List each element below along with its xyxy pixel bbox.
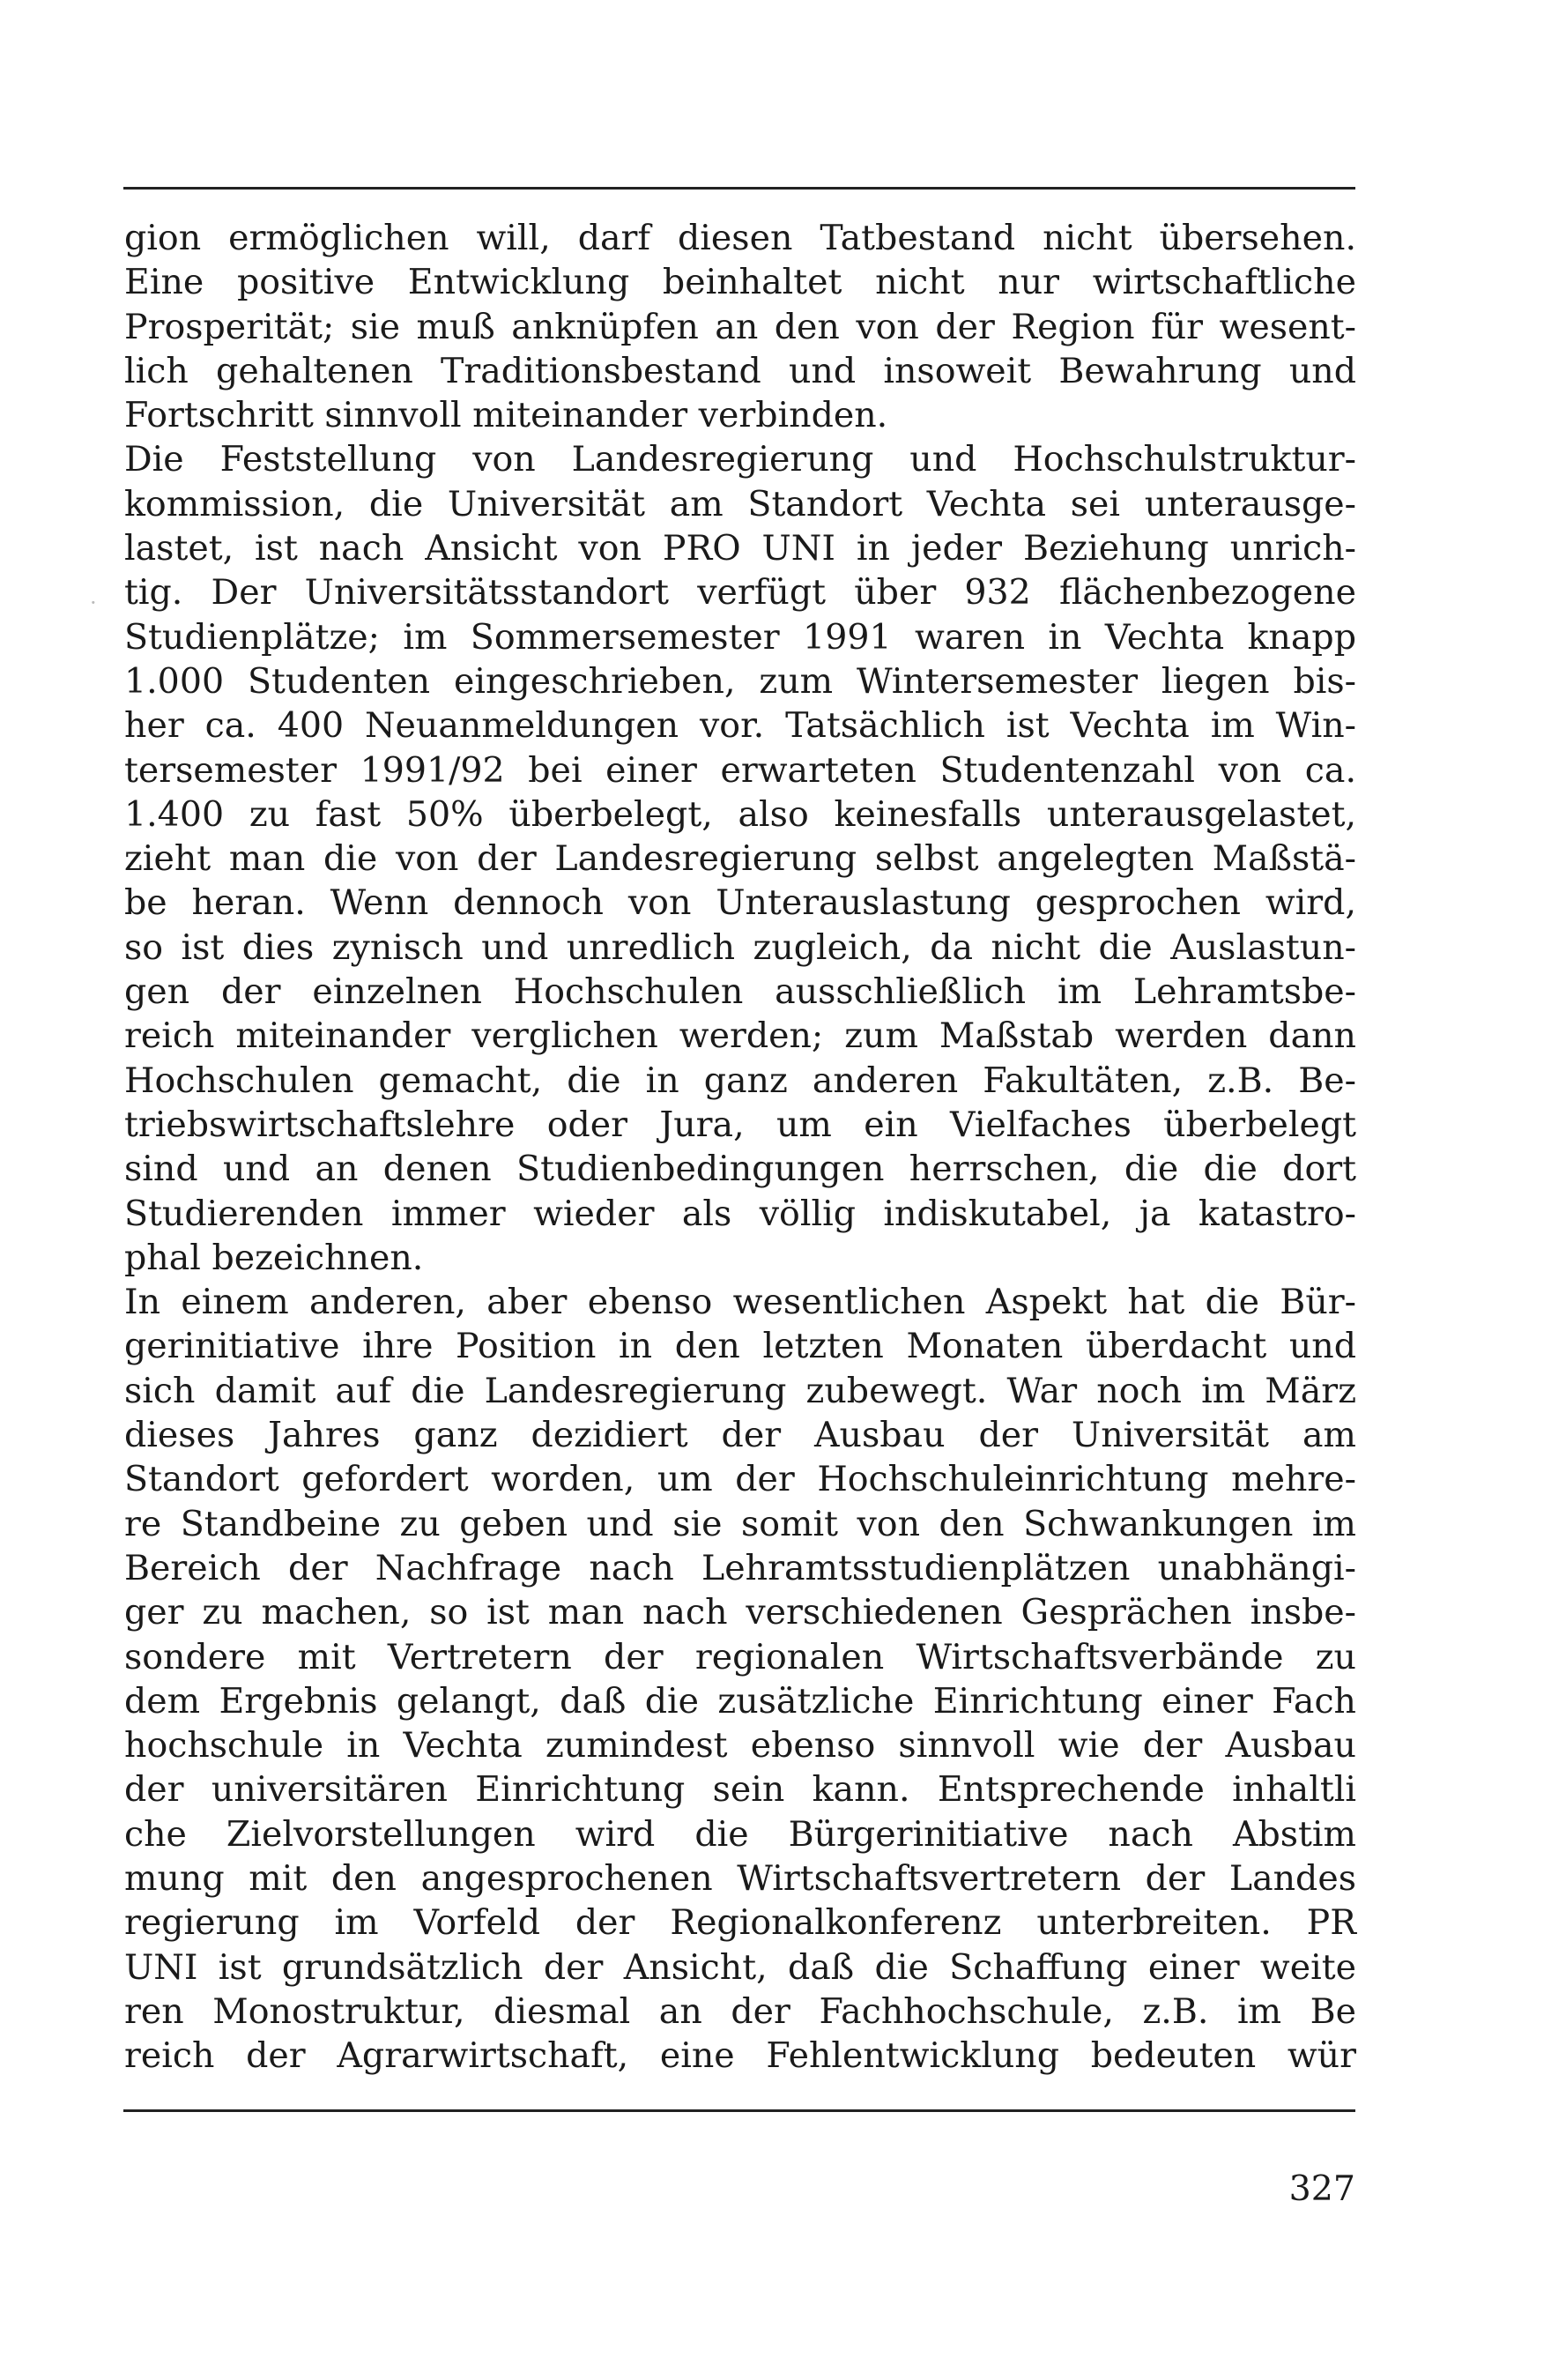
text-line: regierung im Vorfeld der Regionalkonferenz unterbreiten. PR — [124, 1902, 1356, 1944]
text-line: Hochschulen gemacht, die in ganz anderen Fakultäten, z.B. Be- — [124, 1060, 1356, 1101]
text-line: Eine positive Entwicklung beinhaltet nicht nur wirtschaftliche — [124, 262, 1356, 303]
text-line: 1.400 zu fast 50% überbelegt, also keinesfalls unterausgelastet, — [124, 793, 1356, 835]
text-line: Fortschritt sinnvoll miteinander verbinden. — [124, 395, 888, 436]
text-line: ger zu machen, so ist man nach verschiedenen Gesprächen insbe- — [124, 1592, 1356, 1633]
text-line: gen der einzelnen Hochschulen ausschließlich im Lehramtsbe- — [124, 971, 1356, 1013]
text-line: kommission, die Universität am Standort Vechta sei unterausge- — [124, 483, 1356, 524]
bottom-rule — [123, 2109, 1355, 2112]
text-line: der universitären Einrichtung sein kann. Entsprechende inhaltli — [124, 1769, 1356, 1811]
text-line: Studierenden immer wieder als völlig indiskutabel, ja katastro- — [124, 1193, 1356, 1234]
text-line: 1.000 Studenten eingeschrieben, zum Wintersemester liegen bis- — [124, 660, 1356, 702]
text-line: Die Feststellung von Landesregierung und Hochschulstruktur- — [124, 439, 1356, 480]
text-line: zieht man die von der Landesregierung selbst angelegten Maßstä- — [124, 838, 1356, 880]
text-line: re Standbeine zu geben und sie somit von den Schwankungen im — [124, 1503, 1356, 1544]
text-line: lastet, ist nach Ansicht von PRO UNI in jeder Beziehung unrich- — [124, 528, 1356, 569]
text-line: reich der Agrarwirtschaft, eine Fehlentwicklung bedeuten wür — [124, 2035, 1356, 2077]
text-line: UNI ist grundsätzlich der Ansicht, daß die Schaffung einer weite — [124, 1946, 1356, 1988]
text-line: In einem anderen, aber ebenso wesentlichen Aspekt hat die Bür- — [124, 1282, 1356, 1323]
text-line: Studienplätze; im Sommersemester 1991 waren in Vechta knapp — [124, 616, 1356, 658]
text-line: Bereich der Nachfrage nach Lehramtsstudienplätzen unabhängi- — [124, 1547, 1356, 1588]
text-line: triebswirtschaftslehre oder Jura, um ein Vielfaches überbelegt — [124, 1104, 1356, 1145]
text-line: sondere mit Vertretern der regionalen Wirtschaftsverbände zu — [124, 1636, 1356, 1677]
text-line: mung mit den angesprochenen Wirtschaftsvertretern der Landes — [124, 1857, 1356, 1899]
text-line: Prosperität; sie muß anknüpfen an den von der Region für wesent- — [124, 306, 1356, 347]
text-line: be heran. Wenn dennoch von Unterauslastung gesprochen wird, — [124, 882, 1356, 924]
text-line: sind und an denen Studienbedingungen herrschen, die die dort — [124, 1149, 1356, 1190]
text-line: ren Monostruktur, diesmal an der Fachhochschule, z.B. im Be — [124, 1990, 1356, 2032]
text-line: her ca. 400 Neuanmeldungen vor. Tatsächlich ist Vechta im Win- — [124, 705, 1356, 747]
text-line: Standort gefordert worden, um der Hochschuleinrichtung mehre- — [124, 1459, 1356, 1500]
text-line: tersemester 1991/92 bei einer erwarteten Studentenzahl von ca. — [124, 749, 1356, 791]
top-rule — [123, 187, 1355, 190]
text-line: sich damit auf die Landesregierung zubewegt. War noch im März — [124, 1370, 1356, 1411]
body-text — [124, 216, 1356, 2078]
page-number: 327 — [1288, 2168, 1355, 2209]
text-line: reich miteinander verglichen werden; zum Maßstab werden dann — [124, 1015, 1356, 1057]
text-line: phal bezeichnen. — [124, 1237, 424, 1278]
text-line: dem Ergebnis gelangt, daß die zusätzliche Einrichtung einer Fach — [124, 1680, 1356, 1722]
text-line: hochschule in Vechta zumindest ebenso sinnvoll wie der Ausbau — [124, 1725, 1356, 1766]
margin-speck: · — [90, 591, 97, 615]
text-line: so ist dies zynisch und unredlich zugleich, da nicht die Auslastun- — [124, 926, 1356, 968]
text-line: che Zielvorstellungen wird die Bürgerinitiative nach Abstim — [124, 1813, 1356, 1855]
text-line: gion ermöglichen will, darf diesen Tatbestand nicht übersehen. — [124, 218, 1356, 258]
text-line: tig. Der Universitätsstandort verfügt über 932 flächenbezogene — [124, 572, 1356, 614]
text-line: gerinitiative ihre Position in den letzten Monaten überdacht und — [124, 1326, 1356, 1367]
text-line: dieses Jahres ganz dezidiert der Ausbau der Universität am — [124, 1415, 1356, 1456]
text-line: lich gehaltenen Traditionsbestand und insoweit Bewahrung und — [124, 350, 1356, 391]
